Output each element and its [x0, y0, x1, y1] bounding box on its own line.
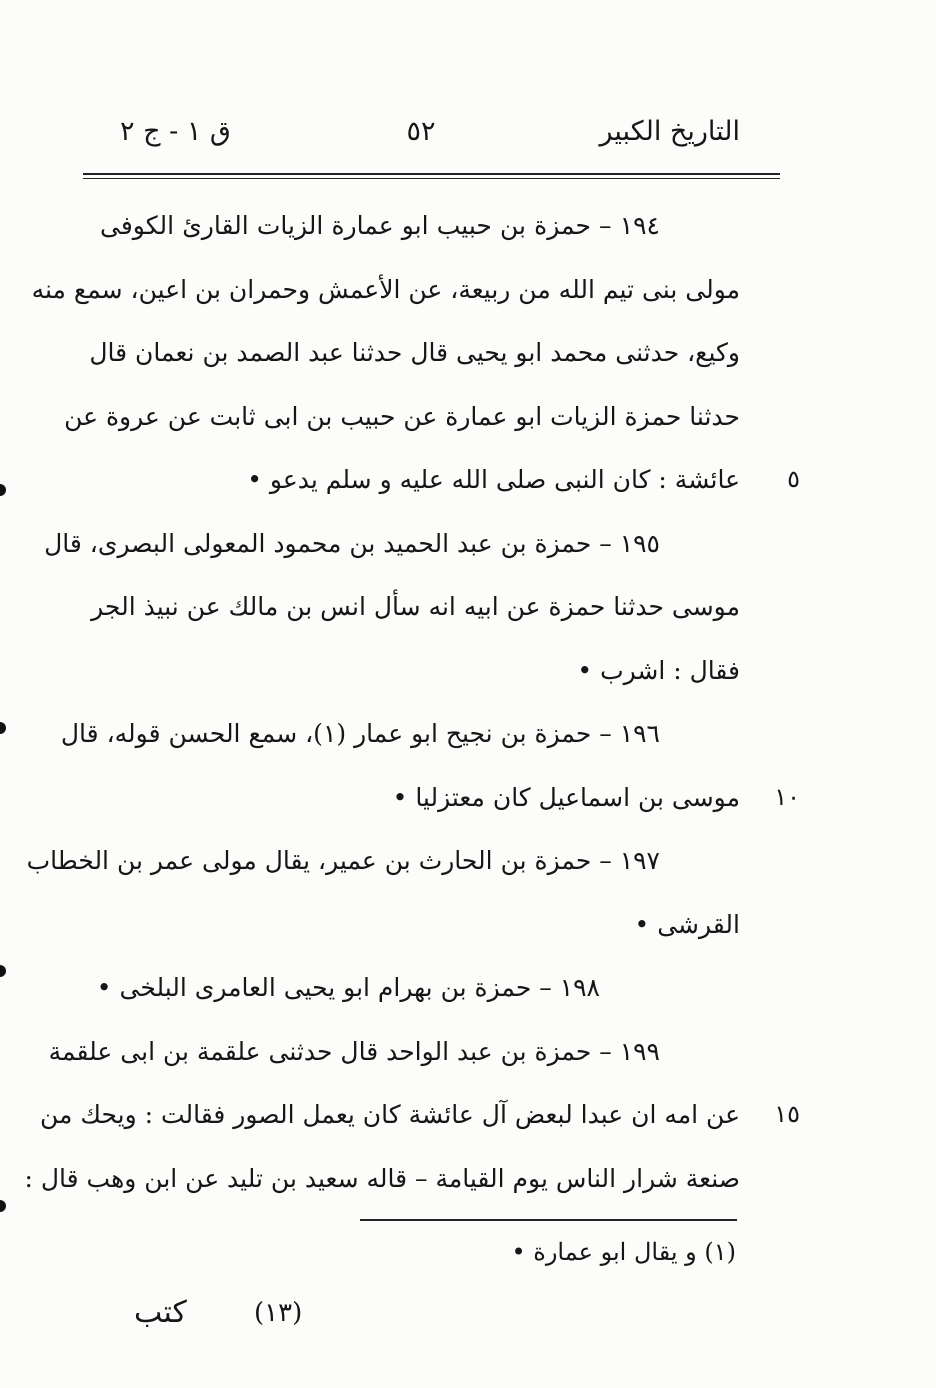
text-line: ١٩٤ – حمزة بن حبيب ابو عمارة الزيات القارئ الكوفى	[100, 211, 660, 240]
text-line: مولى بنى تيم الله من ربيعة، عن الأعمش وحمران بن اعين، سمع منه	[31, 274, 740, 304]
binding-hole-mark	[0, 722, 6, 734]
text-line: ٥ عائشة : كان النبى صلى الله عليه و سلم يدعو •	[100, 448, 740, 512]
volume-reference: ق ١ - ج ٢	[120, 116, 231, 147]
text-line: ١٩٧ – حمزة بن الحارث بن عمير، يقال مولى عمر بن الخطاب	[26, 846, 660, 875]
text-line: صنعة شرار الناس يوم القيامة – قاله سعيد بن تليد عن ابن وهب قال :	[24, 1163, 740, 1193]
binding-hole-mark	[0, 1200, 6, 1212]
footnote: (١) و يقال ابو عمارة •	[511, 1238, 736, 1266]
page-number: ٥٢	[406, 116, 436, 147]
text-line: حدثنا حمزة الزيات ابو عمارة عن حبيب بن ابى ثابت عن عروة عن	[64, 401, 740, 431]
text-line: ١٥ عن امه ان عبدا لبعض آل عائشة كان يعمل الصور فقالت : ويحك من	[100, 1083, 740, 1147]
binding-hole-mark	[0, 965, 6, 977]
binding-hole-mark	[0, 484, 6, 496]
text-body	[24, 194, 800, 1210]
running-header	[100, 112, 740, 162]
line-number: ١٥	[774, 1100, 800, 1128]
footnote-rule	[360, 1219, 737, 1221]
text-line: موسى حدثنا حمزة عن ابيه انه سأل انس بن مالك عن نبيذ الجر	[91, 592, 740, 621]
text-line: ١٠ موسى بن اسماعيل كان معتزليا •	[100, 766, 740, 830]
line-number: ١٠	[774, 782, 800, 811]
text-line: ١٩٥ – حمزة بن عبد الحميد بن محمود المعولى البصرى، قال	[44, 528, 660, 558]
text-line: القرشى •	[634, 909, 740, 939]
text-line: ١٩٨ – حمزة بن بهرام ابو يحيى العامرى البلخى •	[96, 973, 600, 1002]
text-line: ١٩٩ – حمزة بن عبد الواحد قال حدثنى علقمة بن ابى علقمة	[48, 1036, 660, 1066]
line-number: ٥	[787, 465, 800, 493]
catchword: كتب	[134, 1295, 187, 1330]
signature-mark: (١٣)	[254, 1298, 303, 1328]
text-line: ١٩٦ – حمزة بن نجيح ابو عمار (١)، سمع الحسن قوله، قال	[60, 719, 660, 748]
header-rule-thin	[83, 178, 780, 179]
text-line: وكيع، حدثنى محمد ابو يحيى قال حدثنا عبد الصمد بن نعمان قال	[89, 338, 740, 367]
text-line: فقال : اشرب •	[577, 655, 740, 685]
header-rule	[83, 173, 780, 175]
book-title: التاريخ الكبير	[599, 116, 740, 147]
